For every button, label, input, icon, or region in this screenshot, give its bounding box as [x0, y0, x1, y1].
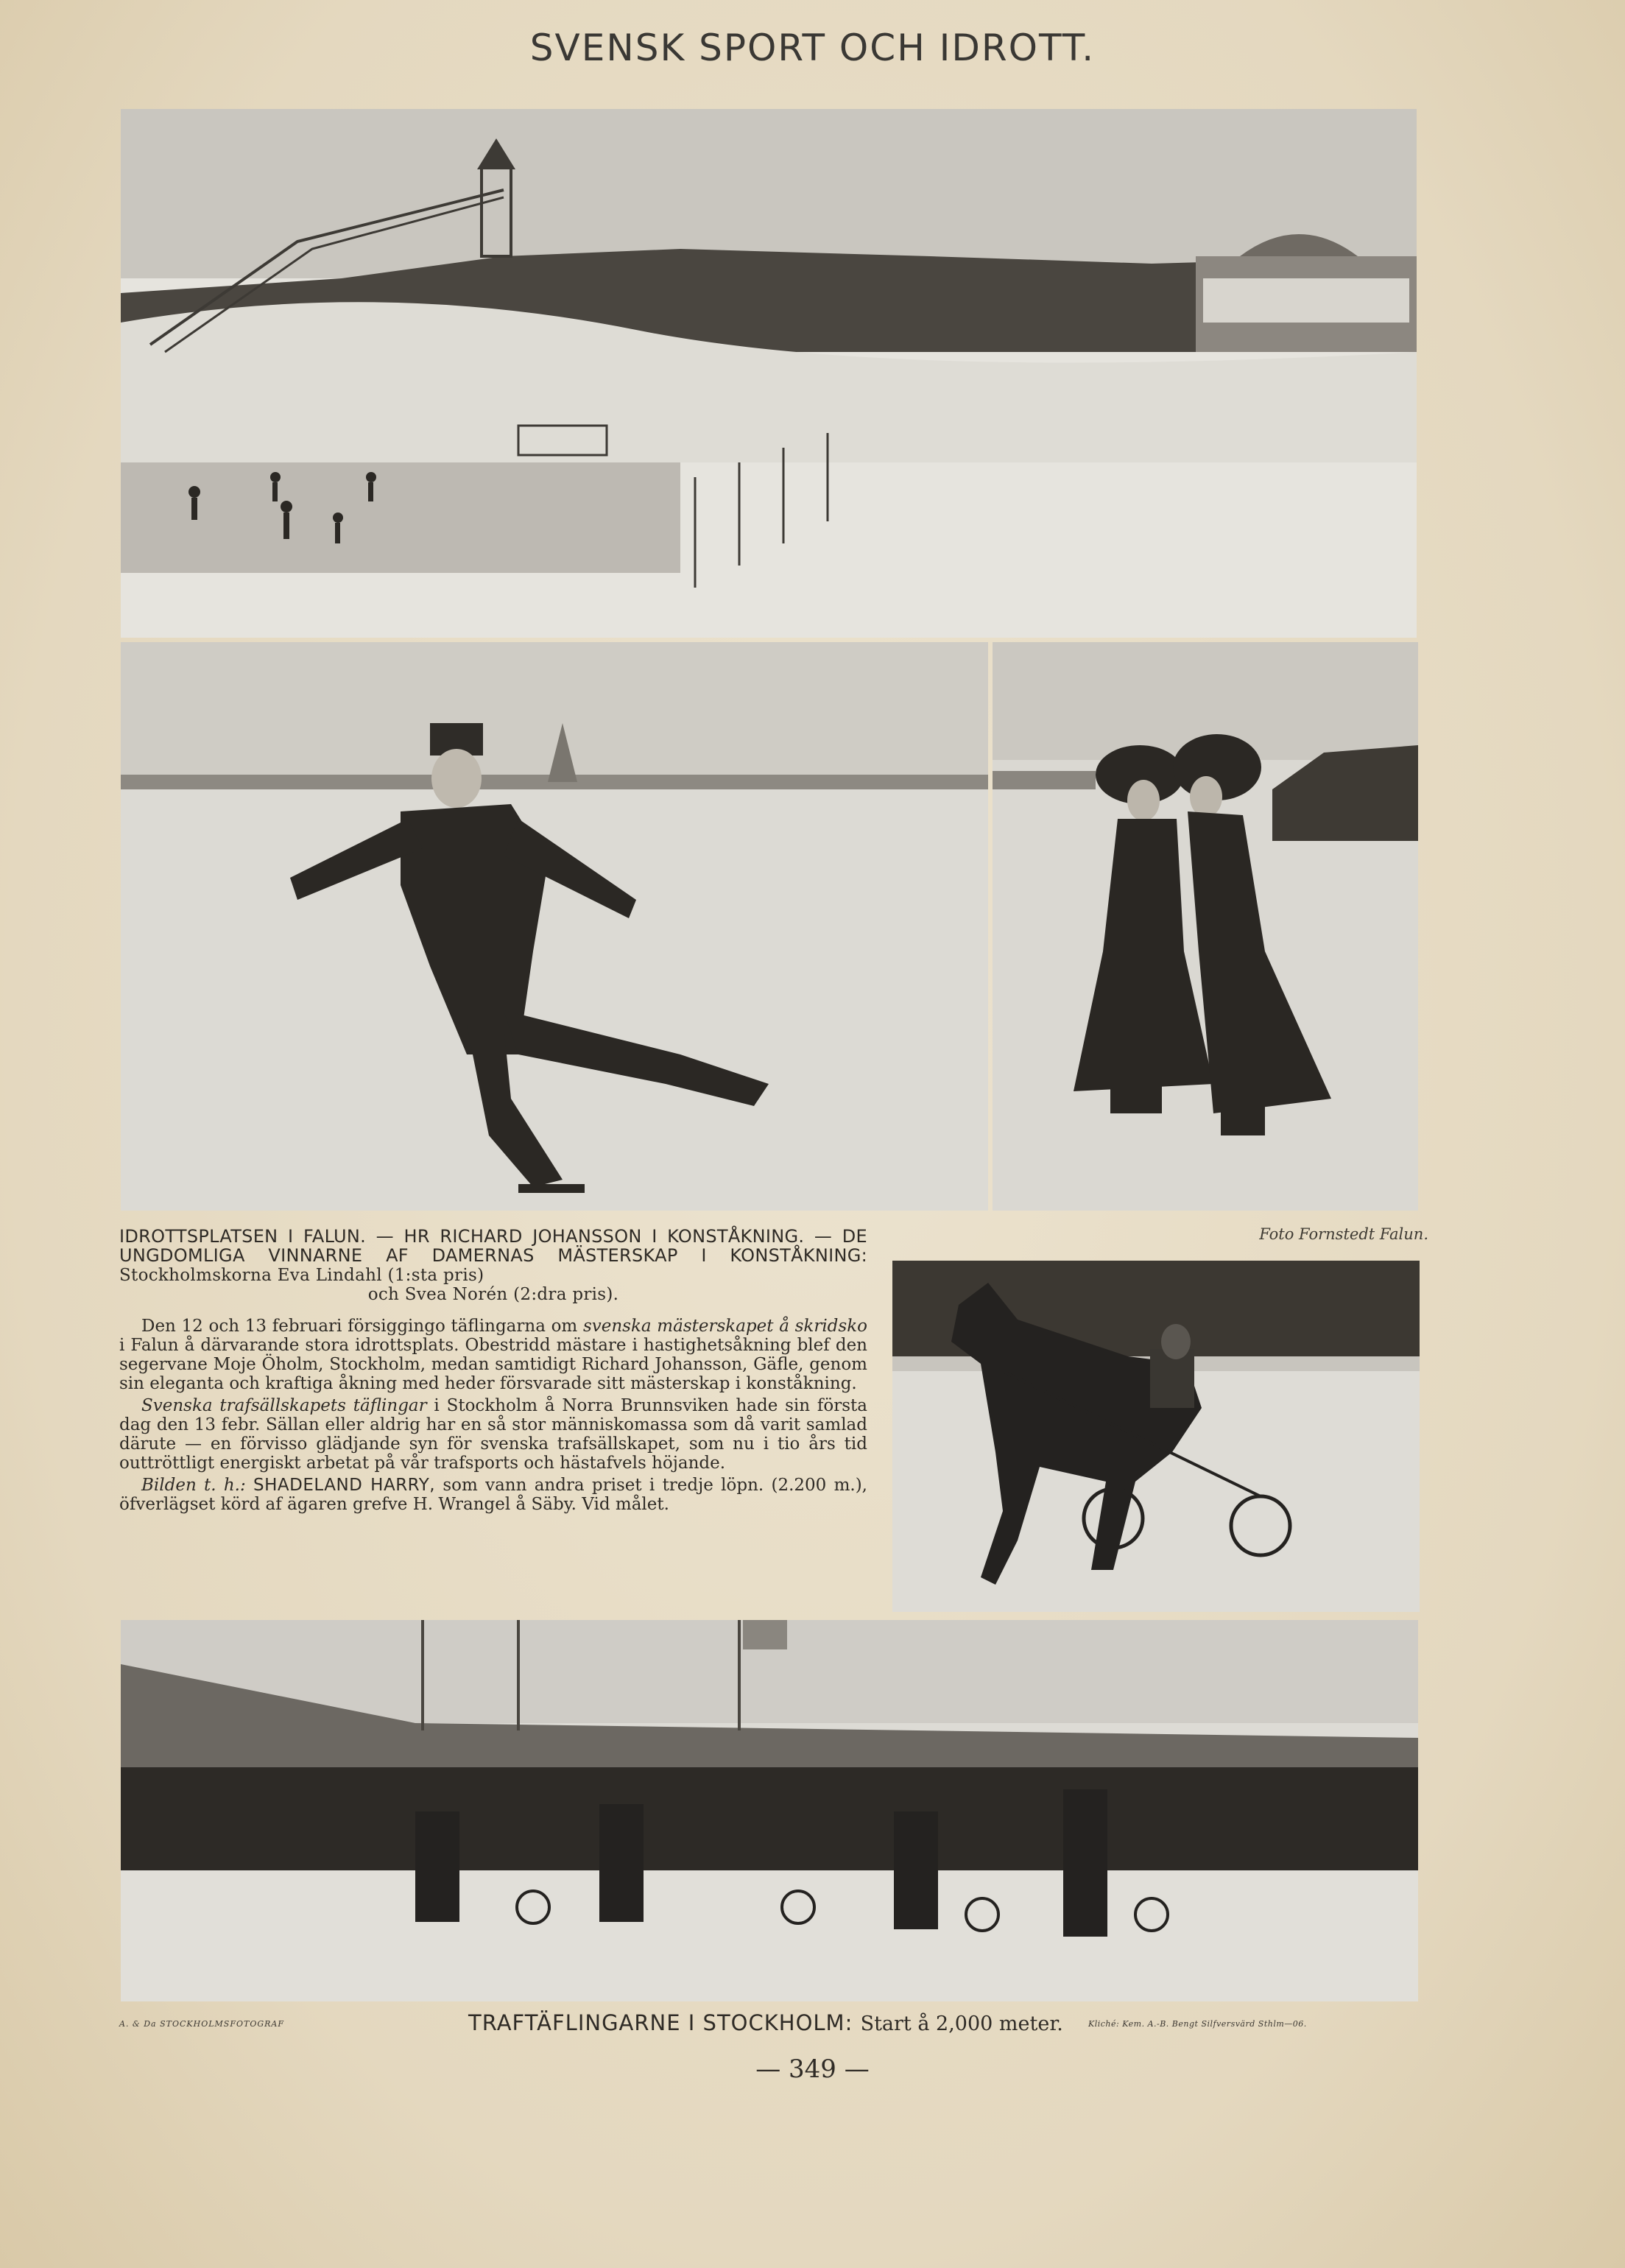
page-number: — 349 —	[755, 2054, 870, 2084]
p3-emphasis: Bilden t. h.:	[141, 1476, 246, 1495]
caption-line1-sub: Stockholmskorna Eva Lindahl (1:sta pris)	[119, 1266, 484, 1285]
photo-caption	[119, 1227, 867, 1304]
p3-caps: SHADELAND HARRY,	[253, 1476, 436, 1495]
paragraph-3	[119, 1476, 867, 1514]
p3-text: som vann andra priset i tredje löpn. (2.200 m.), öfverlägset körd af ägaren grefve H. Wrangel å Säby. Vid målet.	[119, 1476, 867, 1514]
paragraph-1	[119, 1317, 867, 1393]
engraver-credit: Kliché: Kem. A.-B. Bengt Silfversvärd Sthlm—06.	[1088, 2019, 1307, 2029]
race-caption-rest: Start å 2,000 meter.	[860, 2012, 1063, 2035]
photo-credit: Foto Fornstedt Falun.	[1259, 1225, 1428, 1243]
article-body	[119, 1317, 867, 1517]
race-caption-caps: TRAFTÄFLINGARNE I STOCKHOLM:	[468, 2010, 853, 2035]
photo-race-start	[121, 1620, 1418, 2001]
caption-line1: IDROTTSPLATSEN I FALUN. — HR RICHARD JOHANSSON I KONSTÅKNING. — DE UNGDOMLIGA VINNARNE AF DAMERNAS MÄSTERSKAP I KONSTÅKNING:	[119, 1226, 867, 1266]
page-title: SVENSK SPORT OCH IDROTT.	[529, 27, 1096, 69]
paragraph-2	[119, 1396, 867, 1473]
race-caption	[468, 2010, 1063, 2035]
p2-emphasis: Svenska trafsällskapets täflingar	[141, 1396, 427, 1415]
p2-text: i Stockholm å Norra Brunnsviken hade sin första dag den 13 febr. Sällan eller aldrig har en så stor människomassa som då varit samlad därute — en förvisso glädjande syn för svenska trafsällskapet, som nu i tio års tid outtröttligt energiskt arbetat på vår trafsports och hästafvels höjande.	[119, 1396, 868, 1473]
p1-text-a: Den 12 och 13 februari försiggingo täflingarna om	[141, 1317, 583, 1336]
photo-women-skaters	[993, 642, 1418, 1211]
photo-trotting-horse	[892, 1261, 1420, 1612]
photo-ski-ground	[121, 109, 1417, 638]
photo-figure-skater	[121, 642, 988, 1211]
photographer-credit: A. & Da STOCKHOLMSFOTOGRAF	[119, 2019, 284, 2029]
p1-text-b: i Falun å därvarande stora idrottsplats. Obestridd mästare i hastighetsåkning blef den segervane Moje Öholm, Stockholm, medan samtidigt Richard Johansson, Gäfle, genom sin eleganta och kraftiga åkning med heder försvarade sitt mästerskap i konståkning.	[119, 1336, 867, 1393]
caption-line2: och Svea Norén (2:dra pris).	[367, 1285, 619, 1304]
p1-emphasis: svenska mästerskapet å skridsko	[582, 1317, 867, 1336]
